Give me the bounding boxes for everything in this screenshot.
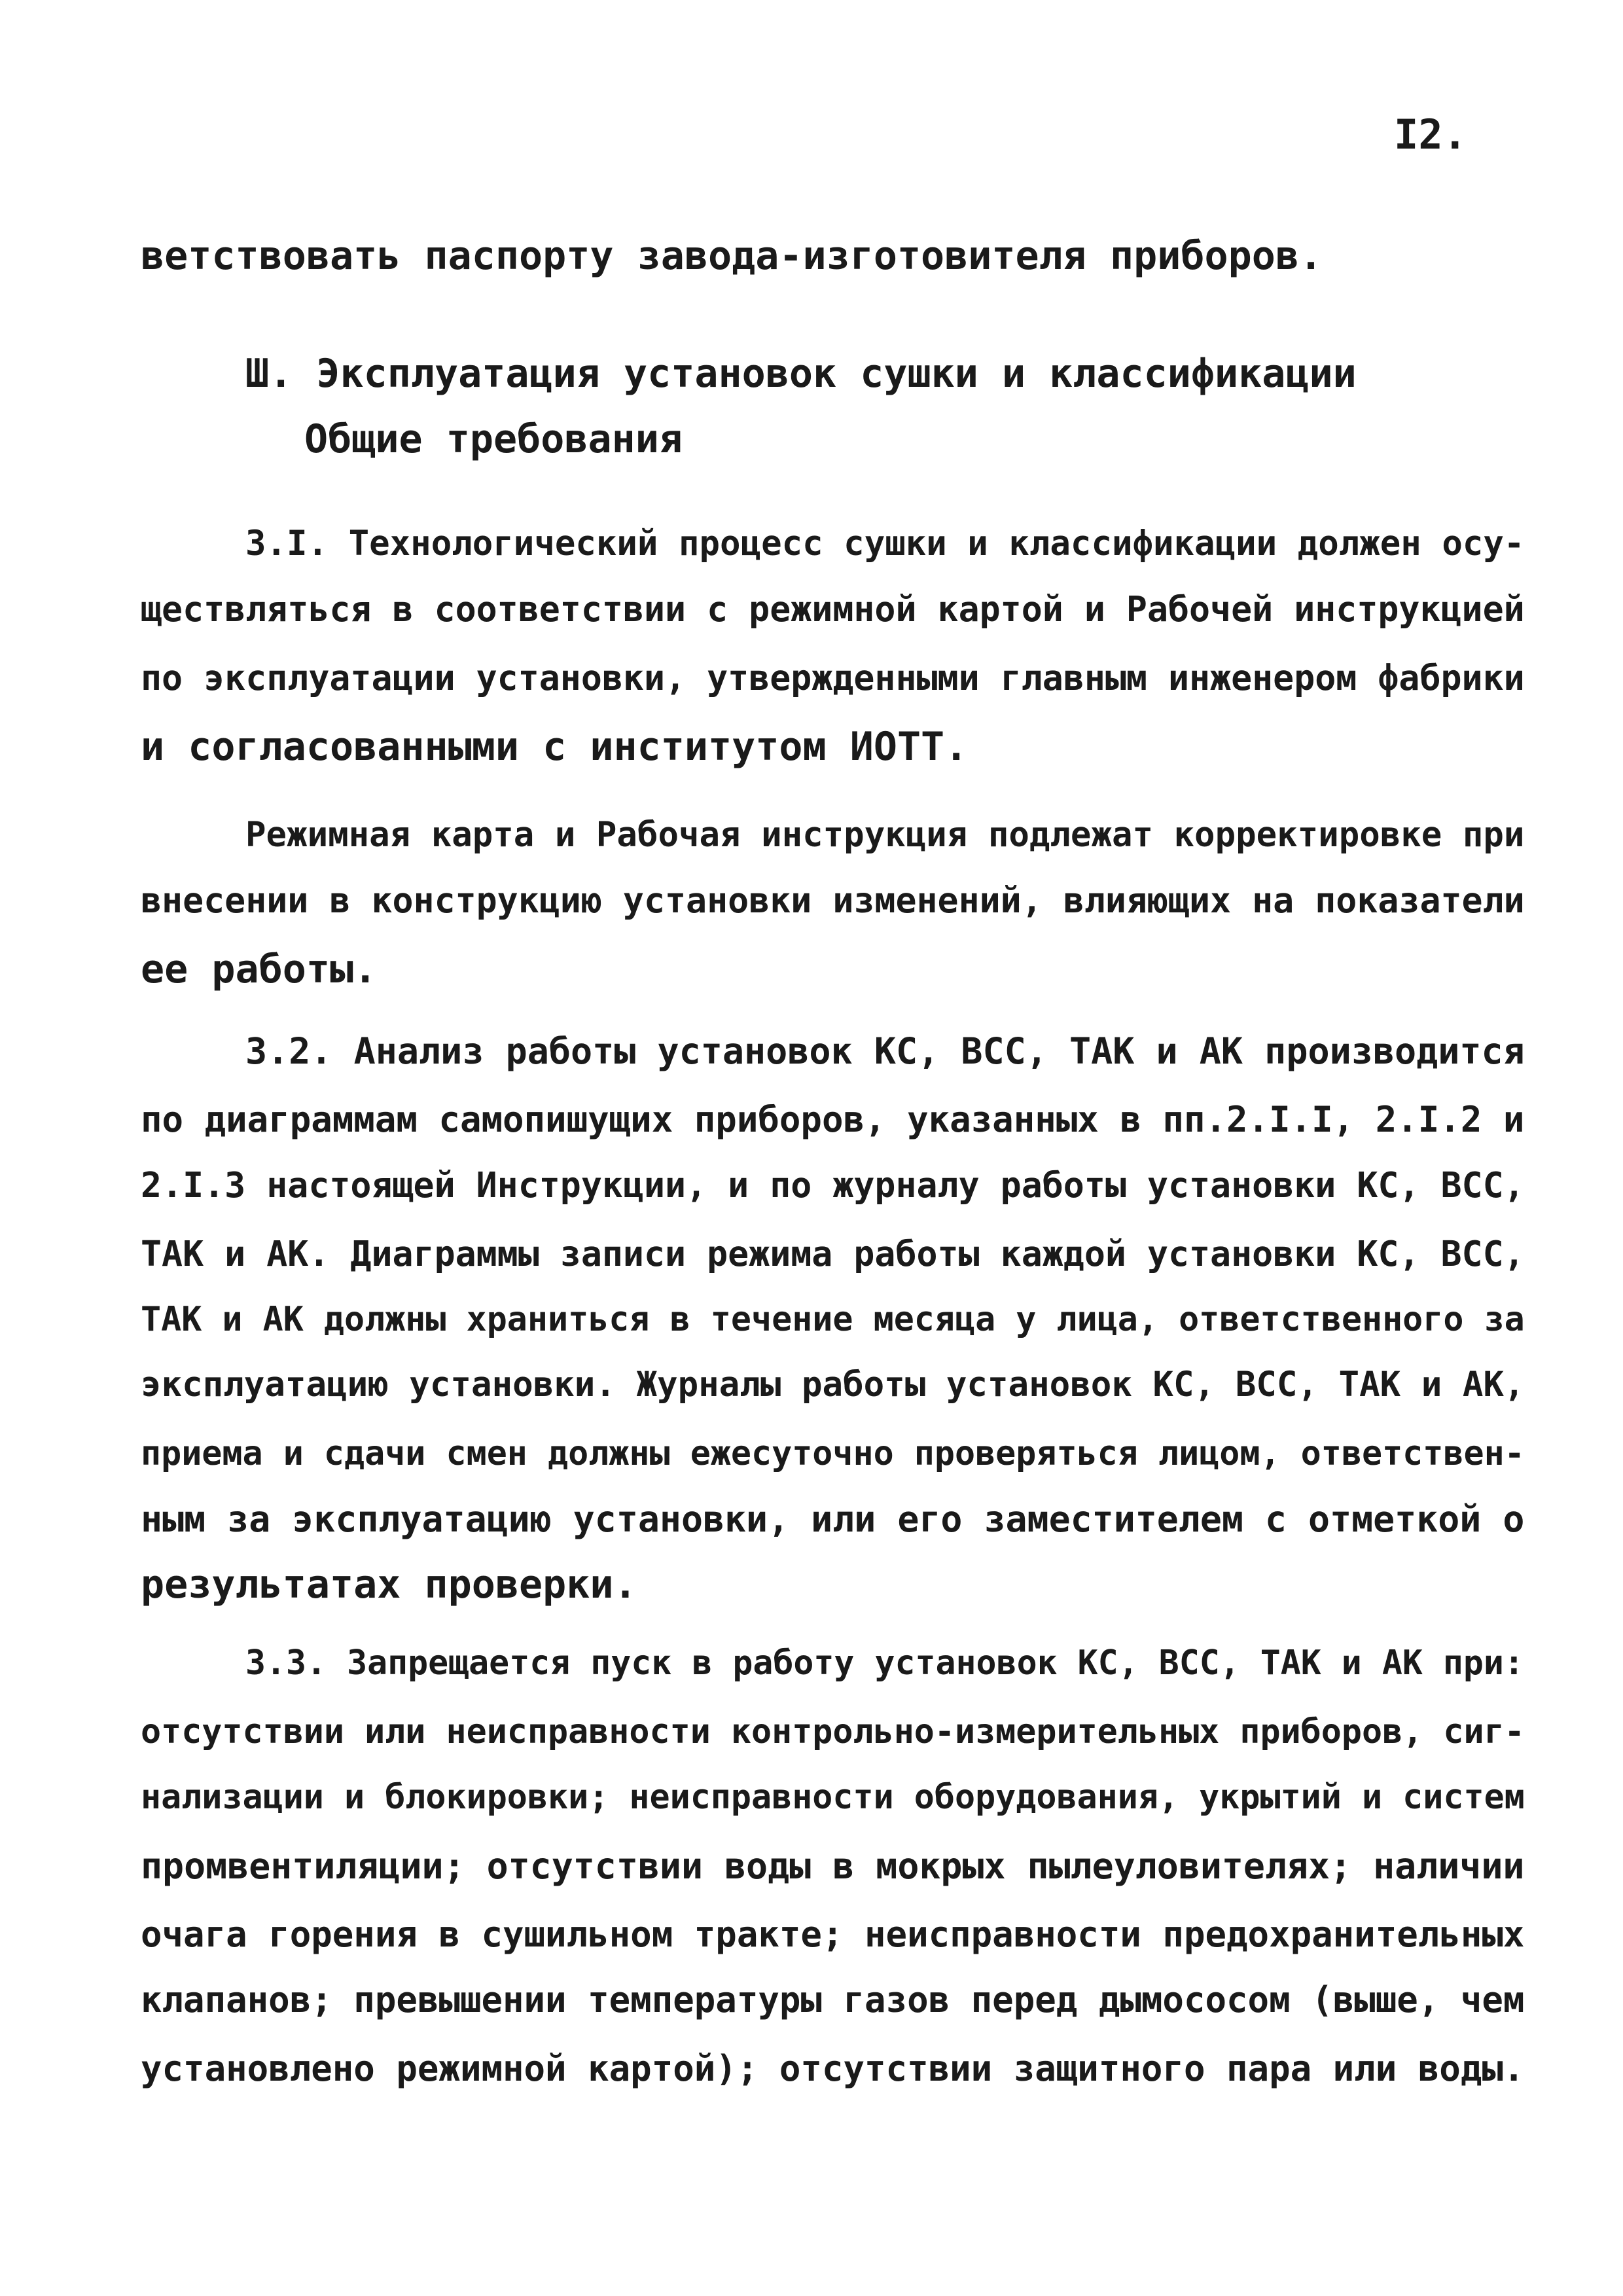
text-line: 3.2. Анализ работы установок КС, ВСС, ТАК и АК производится: [245, 1030, 1525, 1072]
text-line: внесении в конструкцию установки изменений, влияющих на показатели: [141, 880, 1525, 921]
text-line: 3.I. Технологический процесс сушки и классификации должен осу-: [245, 524, 1525, 564]
text-line: очага горения в сушильном тракте; неисправности предохранительных: [141, 1914, 1525, 1955]
text-line: промвентиляции; отсутствии воды в мокрых пылеуловителях; наличии: [141, 1845, 1525, 1887]
text-line: по эксплуатации установки, утвержденными главным инженером фабрики: [141, 658, 1525, 698]
text-line: Режимная карта и Рабочая инструкция подлежат корректировке при: [245, 815, 1525, 855]
text-line: ществляться в соответствии с режимной картой и Рабочей инструкцией: [141, 589, 1525, 630]
text-line: ТАК и АК. Диаграммы записи режима работы каждой установки КС, ВСС,: [141, 1234, 1525, 1274]
text-line: установлено режимной картой); отсутствии защитного пара или воды.: [141, 2048, 1525, 2089]
page-number: I2.: [1394, 111, 1467, 158]
text-line: результатах проверки.: [141, 1562, 637, 1607]
text-line: нализации и блокировки; неисправности оборудования, укрытий и систем: [141, 1778, 1525, 1817]
text-line: ветствовать паспорту завода-изготовителя приборов.: [141, 233, 1323, 279]
text-line: эксплуатацию установки. Журналы работы установок КС, ВСС, ТАК и АК,: [141, 1365, 1525, 1405]
section-heading: Ш. Эксплуатация установок сушки и классификации: [245, 351, 1357, 397]
text-line: по диаграммам самопишущих приборов, указанных в пп.2.I.I, 2.I.2 и: [141, 1099, 1525, 1140]
text-line: клапанов; превышении температуры газов перед дымососом (выше, чем: [141, 1979, 1525, 2020]
text-line: и согласованными с институтом ИОТТ.: [141, 724, 969, 770]
text-line: 3.3. Запрещается пуск в работу установок КС, ВСС, ТАК и АК при:: [245, 1643, 1524, 1683]
text-line: 2.I.3 настоящей Инструкции, и по журналу работы установки КС, ВСС,: [141, 1165, 1525, 1206]
subsection-heading: Общие требования: [304, 416, 683, 462]
text-line: ным за эксплуатацию установки, или его заместителем с отметкой о: [141, 1498, 1525, 1540]
text-line: приема и сдачи смен должны ежесуточно проверяться лицом, ответствен-: [141, 1434, 1525, 1473]
text-line: ТАК и АК должны храниться в течение месяца у лица, ответственного за: [141, 1300, 1525, 1339]
text-line: ее работы.: [141, 946, 378, 992]
text-line: отсутствии или неисправности контрольно-измерительных приборов, сиг-: [141, 1712, 1525, 1751]
